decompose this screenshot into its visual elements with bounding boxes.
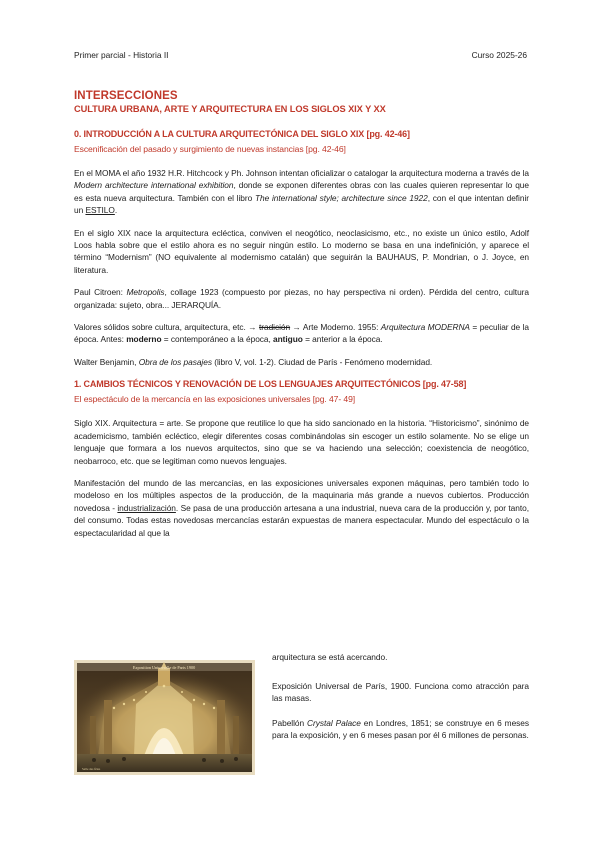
section-1-subheading: El espectáculo de la mercancía en las exposiciones universales [pg. 47- 49]: [74, 394, 356, 405]
paragraph-values: Valores sólidos sobre cultura, arquitectura, etc. → tradición → Arte Moderno. 1955: Arquitectura MODERNA = peculiar de la época. Antes: moderno = contemporáneo a la época, antiguo = anterior a la época.: [74, 322, 529, 345]
paragraph-paris-1900: Exposición Universal de París, 1900. Funciona como atracción para las masas.: [272, 681, 529, 704]
paragraph-merchandise: Manifestación del mundo de las mercancías, en las exposiciones universales exponen máquinas, pero también todo lo modeloso en los múltiples aspectos de la producción, de la maquinaria más grande a nuevos cubiertos. Producción novedosa - industrialización. Se pasa de una producción artesana a una industrial, nueva cara de la producción y, por tanto, del consumo. Todas estas novedosas mercancías estarán expuestas de manera espectacular. Mundo del espectáculo o la espectacularidad al que la: [74, 477, 529, 538]
paragraph-paris-1900-block: [272, 680, 529, 705]
paragraph-merchandise-tail: arquitectura se está acercando.: [272, 652, 388, 662]
paragraph-crystal-palace: Pabellón Crystal Palace en Londres, 1851; se construye en 6 meses para la exposición, y en 6 meses pasan por él 6 millones de personas.: [272, 718, 530, 741]
section-0-subheading: Escenificación del pasado y surgimiento de nuevas instancias [pg. 42-46]: [74, 144, 346, 154]
header-year: Curso 2025-26: [471, 50, 527, 60]
document-body: [74, 89, 529, 539]
header-course: Primer parcial - Historia II: [74, 50, 169, 60]
paragraph-crystal-palace-block: [272, 717, 529, 742]
document-subtitle: CULTURA URBANA, ARTE Y ARQUITECTURA EN LOS SIGLOS XIX Y XX: [74, 104, 386, 114]
image-caption-top: Exposition Universelle de Paris 1900: [132, 665, 196, 670]
exposition-illustration: [74, 660, 255, 775]
image-caption-bottom: Salle des fêtes: [82, 767, 101, 771]
paragraph-benjamin: Walter Benjamin, Obra de los pasajes (libro V, vol. 1-2). Ciudad de París - Fenómeno modernidad.: [74, 356, 433, 367]
document-title: INTERSECCIONES: [74, 90, 178, 102]
paragraph-eclectic: En el siglo XIX nace la arquitectura ecléctica, conviven el neogótico, neoclasicismo, etc., no existe un único estilo, Adolf Loos habla sobre que el estilo ahora es no seguir ningún estilo. Lo moderno se basa en una indefinición, y aparece el término “Modernism” (NO equivalente al modernismo catalán) que seguirán la BAUHAUS, P. Mondrian, o J. Joyce, en literatura.: [74, 227, 529, 275]
paragraph-moma: En el MOMA el año 1932 H.R. Hitchcock y Ph. Johnson intentan oficializar o catalogar la arquitectura moderna a través de la Modern architecture international exhibition, donde se exponen diferentes obras con las cuales quieren representar lo que es esta nueva arquitectura. También con el libro The international style; architecture since 1922, con el que intentan definir un ESTILO.: [74, 168, 529, 216]
section-0-heading: 0. INTRODUCCIÓN A LA CULTURA ARQUITECTÓNICA DEL SIGLO XIX [pg. 42-46]: [74, 129, 410, 139]
exposition-universelle-image: [74, 660, 255, 775]
paragraph-historicism: Siglo XIX. Arquitectura = arte. Se propone que reutilice lo que ha sido sancionado en la historia. “Historicismo”, sinónimo de academicismo, también ecléctico, elegir diferentes cosas combinándolas sin escoger un estilo solamente. No se elige un lenguaje que formara a los nuevos arquitectos, sino que se va haciendo una selección; coexistencia de neogótico, neobarroco, etc. que se legitiman como nuevos lenguajes.: [74, 418, 529, 466]
paragraph-merchandise-tail-block: [272, 651, 529, 663]
paragraph-citroen: Paul Citroen: Metropolis, collage 1923 (compuesto por piezas, no hay perspectiva ni orden). Pérdida del centro, cultura organizada: sujeto, obra... JERARQUÍA.: [74, 287, 529, 310]
section-1-heading: 1. CAMBIOS TÉCNICOS Y RENOVACIÓN DE LOS LENGUAJES ARQUITECTÓNICOS [pg. 47-58]: [74, 379, 467, 390]
